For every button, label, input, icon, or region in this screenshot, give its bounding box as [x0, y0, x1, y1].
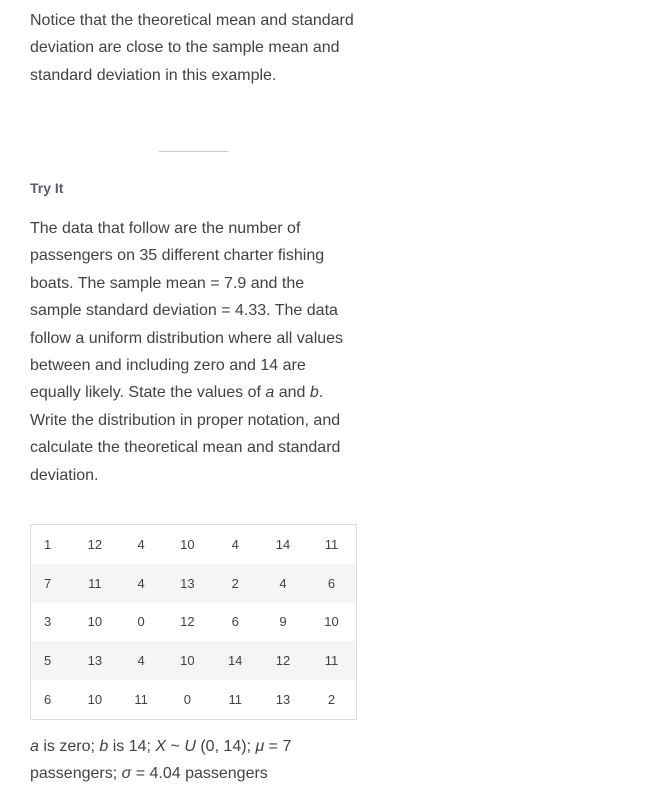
- table-cell: 5: [31, 641, 72, 680]
- table-cell: 2: [327, 692, 336, 708]
- answer-a: a: [30, 738, 39, 755]
- table-cell: 10: [324, 614, 339, 630]
- table-cell: 13: [163, 564, 211, 603]
- table-row: [31, 603, 357, 642]
- table-cell: 10: [87, 614, 103, 630]
- table-cell: 3: [44, 614, 52, 630]
- exercise-text-3: . Write the distribution in proper notation, and calculate the theoretical mean and standard deviation.: [30, 384, 341, 484]
- table-cell: 4: [137, 536, 145, 552]
- table-cell: 13: [71, 641, 119, 680]
- table-cell: 4: [119, 641, 164, 680]
- table-cell: 10: [180, 536, 195, 552]
- table-cell: 11: [228, 692, 242, 708]
- table-cell: 11: [324, 536, 339, 552]
- exercise-text-2: and: [274, 384, 310, 402]
- answer-sigma: σ: [121, 765, 132, 783]
- table-cell: 6: [44, 692, 52, 708]
- answer-t6: = 4.04 passengers: [131, 765, 268, 783]
- variable-a: a: [265, 384, 275, 402]
- table-cell: 9: [279, 614, 287, 630]
- table-cell: 12: [259, 641, 307, 680]
- table-cell: 0: [137, 614, 145, 630]
- table-cell: 13: [275, 692, 291, 708]
- answer-mu: μ: [255, 738, 265, 755]
- table-row: [31, 525, 357, 564]
- table-cell: 12: [87, 536, 103, 552]
- table-cell: 1: [44, 536, 52, 552]
- answer-t4: (0, 14);: [195, 738, 256, 755]
- table-row: [31, 641, 357, 680]
- table-cell: 14: [275, 536, 291, 552]
- try-it-heading: Try It: [30, 180, 64, 196]
- answer-t3: ~: [166, 738, 185, 755]
- answer-paragraph: [30, 733, 360, 788]
- table-cell: 14: [211, 641, 259, 680]
- table-cell: 4: [119, 564, 164, 603]
- exercise-text-1: The data that follow are the number of passengers on 35 different charter fishing boats. The sample mean = 7.9 and the sample standard deviation = 4.33. The data follow a uniform distribution where all values between and including zero and 14 are equally likely. State the values of: [30, 220, 344, 402]
- table-cell: 4: [259, 564, 307, 603]
- table-cell: 11: [134, 692, 148, 708]
- table-cell: 10: [163, 641, 211, 680]
- answer-x: X: [155, 738, 167, 755]
- notice-paragraph: Notice that the theoretical mean and standard deviation are close to the sample mean and standard deviation in this example.: [30, 12, 354, 84]
- answer-t2: is 14;: [108, 738, 156, 755]
- answer-u: U: [184, 738, 196, 755]
- table-row: [31, 680, 357, 719]
- table-cell: 6: [307, 564, 357, 603]
- section-divider: [159, 151, 228, 152]
- table-row: [31, 564, 357, 603]
- table-cell: 10: [87, 692, 103, 708]
- variable-b: b: [309, 384, 319, 402]
- table-cell: 6: [231, 614, 239, 630]
- table-cell: 7: [31, 564, 72, 603]
- table-cell: 12: [180, 614, 195, 630]
- table-cell: 2: [211, 564, 259, 603]
- exercise-paragraph: [30, 215, 360, 489]
- table-cell: 4: [231, 536, 239, 552]
- table-cell: 11: [71, 564, 119, 603]
- answer-t1: is zero;: [38, 738, 100, 755]
- answer-t5: = 7 passengers;: [30, 738, 292, 783]
- answer-b: b: [99, 738, 109, 755]
- table-cell: 11: [307, 641, 357, 680]
- table-cell: 0: [183, 692, 191, 708]
- passenger-data-table: [30, 524, 357, 720]
